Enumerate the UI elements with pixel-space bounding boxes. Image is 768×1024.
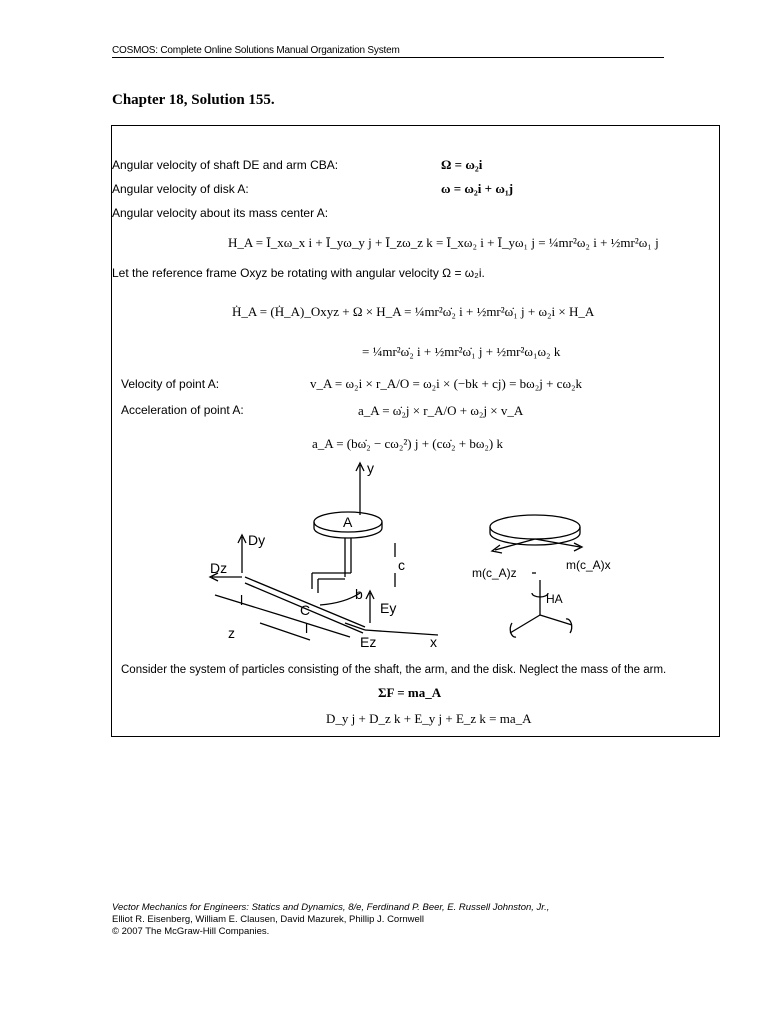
- velocity-label: Velocity of point A:: [121, 377, 220, 391]
- velocity-eq: v_A = ω₂i × r_A/O = ω₂i × (−bk + cj) = bω₂j + cω₂k: [310, 376, 583, 391]
- disk-angular-velocity-label: Angular velocity of disk A:: [112, 182, 249, 196]
- footer-line-3: © 2007 The McGraw-Hill Companies.: [112, 926, 270, 937]
- label-dz: Dz: [210, 560, 228, 576]
- z-axis-line: [260, 623, 310, 640]
- ha-x-couple: [566, 619, 572, 633]
- disk-right-top: [490, 515, 580, 539]
- page-footer: [112, 902, 549, 938]
- label-y: y: [367, 460, 374, 476]
- footer-line-1: Vector Mechanics for Engineers: Statics and Dynamics, 8/e, Ferdinand P. Beer, E. Russell Johnston, Jr.,: [112, 902, 550, 913]
- disk-angular-velocity-eq: ω = ω₂i + ω₁j: [441, 181, 514, 196]
- label-momentum-z: m(c_A)z: [472, 566, 517, 580]
- ha-x-axis: [540, 615, 572, 625]
- acceleration-label: Acceleration of point A:: [121, 403, 244, 417]
- reference-frame-text: Let the reference frame Oxyz be rotating with angular velocity Ω = ω₂i.: [112, 266, 485, 280]
- label-ey: Ey: [380, 600, 397, 616]
- chapter-title: Chapter 18, Solution 155.: [112, 92, 275, 108]
- footer-line-2: Elliot R. Eisenberg, William E. Clausen, David Mazurek, Phillip J. Cornwell: [112, 914, 425, 925]
- sum-forces-eq: ΣF = ma_A: [378, 685, 442, 700]
- acceleration-result-eq: a_A = (bω̇₂ − cω₂²) j + (cω̇₂ + bω₂) k: [312, 436, 503, 451]
- label-ha: HA: [546, 592, 563, 606]
- page-header: COSMOS: Complete Online Solutions Manual Organization System: [112, 45, 664, 58]
- label-z: z: [228, 625, 235, 641]
- label-c-dim: c: [398, 557, 405, 573]
- label-b-dim: b: [355, 586, 363, 602]
- mass-center-label: Angular velocity about its mass center A:: [112, 206, 329, 220]
- consider-text: Consider the system of particles consisting of the shaft, the arm, and the disk. Neglect the mass of the arm.: [121, 664, 667, 676]
- force-components-eq: D_y j + D_z k + E_y j + E_z k = ma_A: [326, 711, 532, 726]
- momentum-rate-eq-1: Ḣ_A = (Ḣ_A)_Oxyz + Ω × H_A = ¼mr²ω̇₂ i + ½mr²ω̇₁ j + ω₂i × H_A: [232, 304, 595, 319]
- angular-momentum-eq: H_A = Ī_xω_x i + Ī_yω_y j + Ī_zω_z k = Ī_xω₂ i + Ī_yω₁ j = ¼mr²ω₂ i + ½mr²ω₁ j: [228, 235, 659, 250]
- momentum-rate-eq-2: = ¼mr²ω̇₂ i + ½mr²ω̇₁ j + ½mr²ω₁ω₂ k: [362, 344, 561, 359]
- label-a: A: [343, 514, 353, 530]
- label-dy: Dy: [248, 532, 266, 548]
- momentum-x-arrow: [535, 539, 580, 547]
- shaft-disk-figure: [200, 455, 620, 660]
- shaft-angular-velocity-label: Angular velocity of shaft DE and arm CBA:: [112, 158, 339, 172]
- b-dim-curve: [320, 593, 360, 605]
- figure-svg: [200, 455, 620, 660]
- acceleration-eq: a_A = ω̇₂j × r_A/O + ω₂j × v_A: [358, 403, 524, 418]
- label-l-1: l: [240, 592, 244, 608]
- l-dim-1: [215, 595, 280, 615]
- shaft-angular-velocity-eq: Ω = ω₂i: [441, 157, 483, 172]
- ha-z-axis: [510, 615, 540, 633]
- label-l-2: l: [305, 620, 309, 636]
- label-x: x: [430, 634, 437, 650]
- label-c-point: C: [300, 602, 311, 618]
- label-momentum-x: m(c_A)x: [566, 558, 611, 572]
- label-ez: Ez: [360, 634, 377, 650]
